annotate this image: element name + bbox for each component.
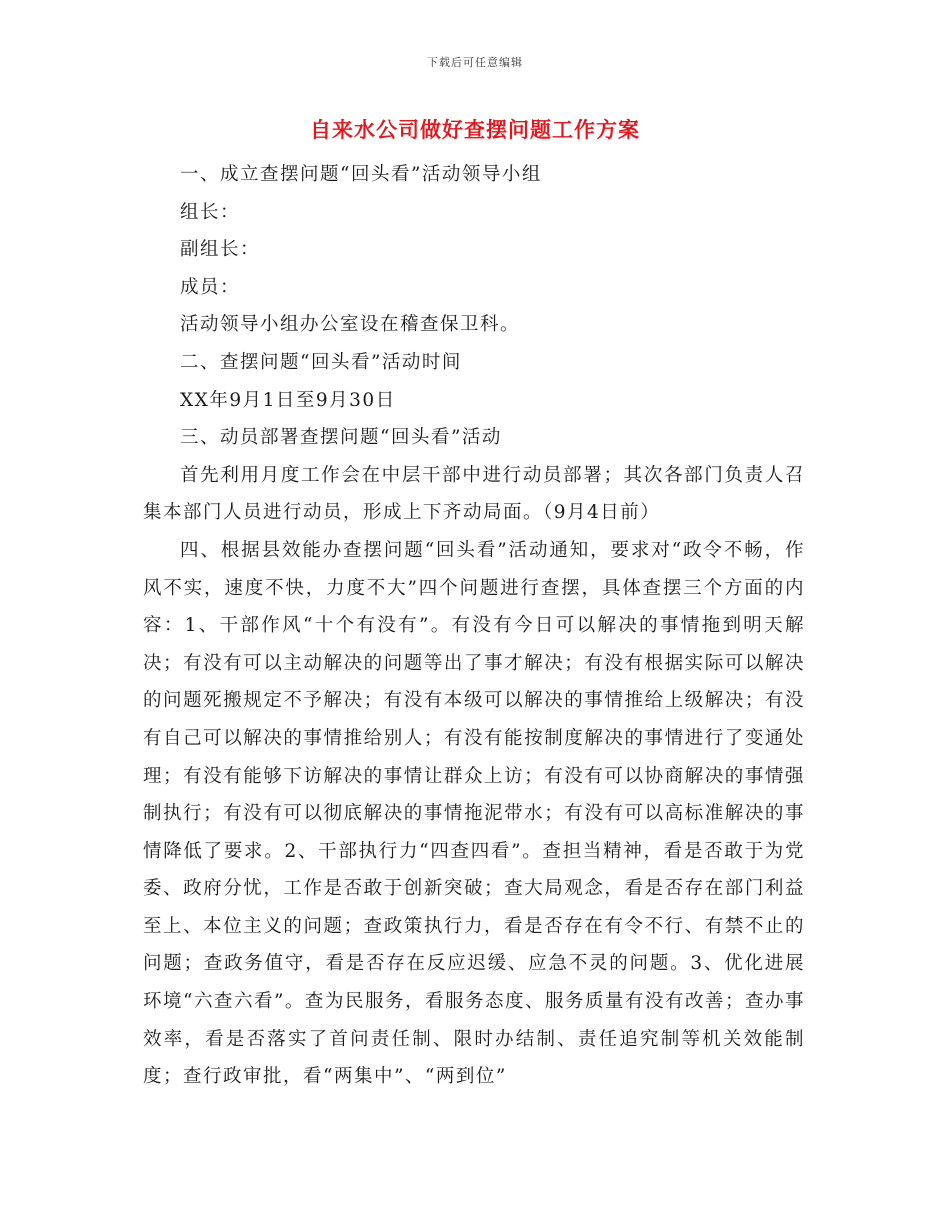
document-title: 自来水公司做好查摆问题工作方案 xyxy=(310,117,640,142)
office-location-line: 活动领导小组办公室设在稽查保卫科。 xyxy=(180,314,521,336)
members-line: 成员： xyxy=(180,276,241,298)
mobilization-paragraph: 首先利用月度工作会在中层干部中进行动员部署；其次各部门负责人召集本部门人员进行动员，形成上下齐动局面。（9月4日前） xyxy=(143,464,805,524)
section-heading-2: 二、查摆问题“回头看”活动时间 xyxy=(180,351,462,373)
section-heading-3: 三、动员部署查摆问题“回头看”活动 xyxy=(180,427,502,449)
group-leader-line: 组长： xyxy=(180,201,241,223)
page-header-note: 下载后可任意编辑 xyxy=(427,56,523,69)
deputy-leader-line: 副组长： xyxy=(180,239,261,261)
activity-date-line: XX年9月1日至9月30日 xyxy=(180,389,396,411)
section-4-paragraph: 四、根据县效能办查摆问题“回头看”活动通知，要求对“政令不畅，作风不实，速度不快，力度不大”四个问题进行查摆，具体查摆三个方面的内容：1、干部作风“十个有没有”。有没有今日可以解决的事情拖到明天解决；有没有可以主动解决的问题等出了事才解决；有没有根据实际可以解决的问题死搬规定不予解决；有没有本级可以解决的事情推给上级解决；有没有自己可以解决的事情推给别人；有没有能按制度解决的事情进行了变通处理；有没有能够下访解决的事情让群众上访；有没有可以协商解决的事情强制执行；有没有可以彻底解决的事情拖泥带水；有没有可以高标准解决的事情降低了要求。2、干部执行力“四查四看”。查担当精神，看是否敢于为党委、政府分忧，工作是否敢于创新突破；查大局观念，看是否存在部门利益至上、本位主义的问题；查政策执行力，看是否存在有令不行、有禁不止的问题；查政务值守，看是否存在反应迟缓、应急不灵的问题。3、优化进展环境“六查六看”。查为民服务，看服务态度、服务质量有没有改善；查办事效率，看是否落实了首问责任制、限时办结制、责任追究制等机关效能制度；查行政审批，看“两集中”、“两到位” xyxy=(143,539,805,1088)
document-body xyxy=(143,156,805,1096)
section-heading-1: 一、成立查摆问题“回头看”活动领导小组 xyxy=(180,164,542,185)
